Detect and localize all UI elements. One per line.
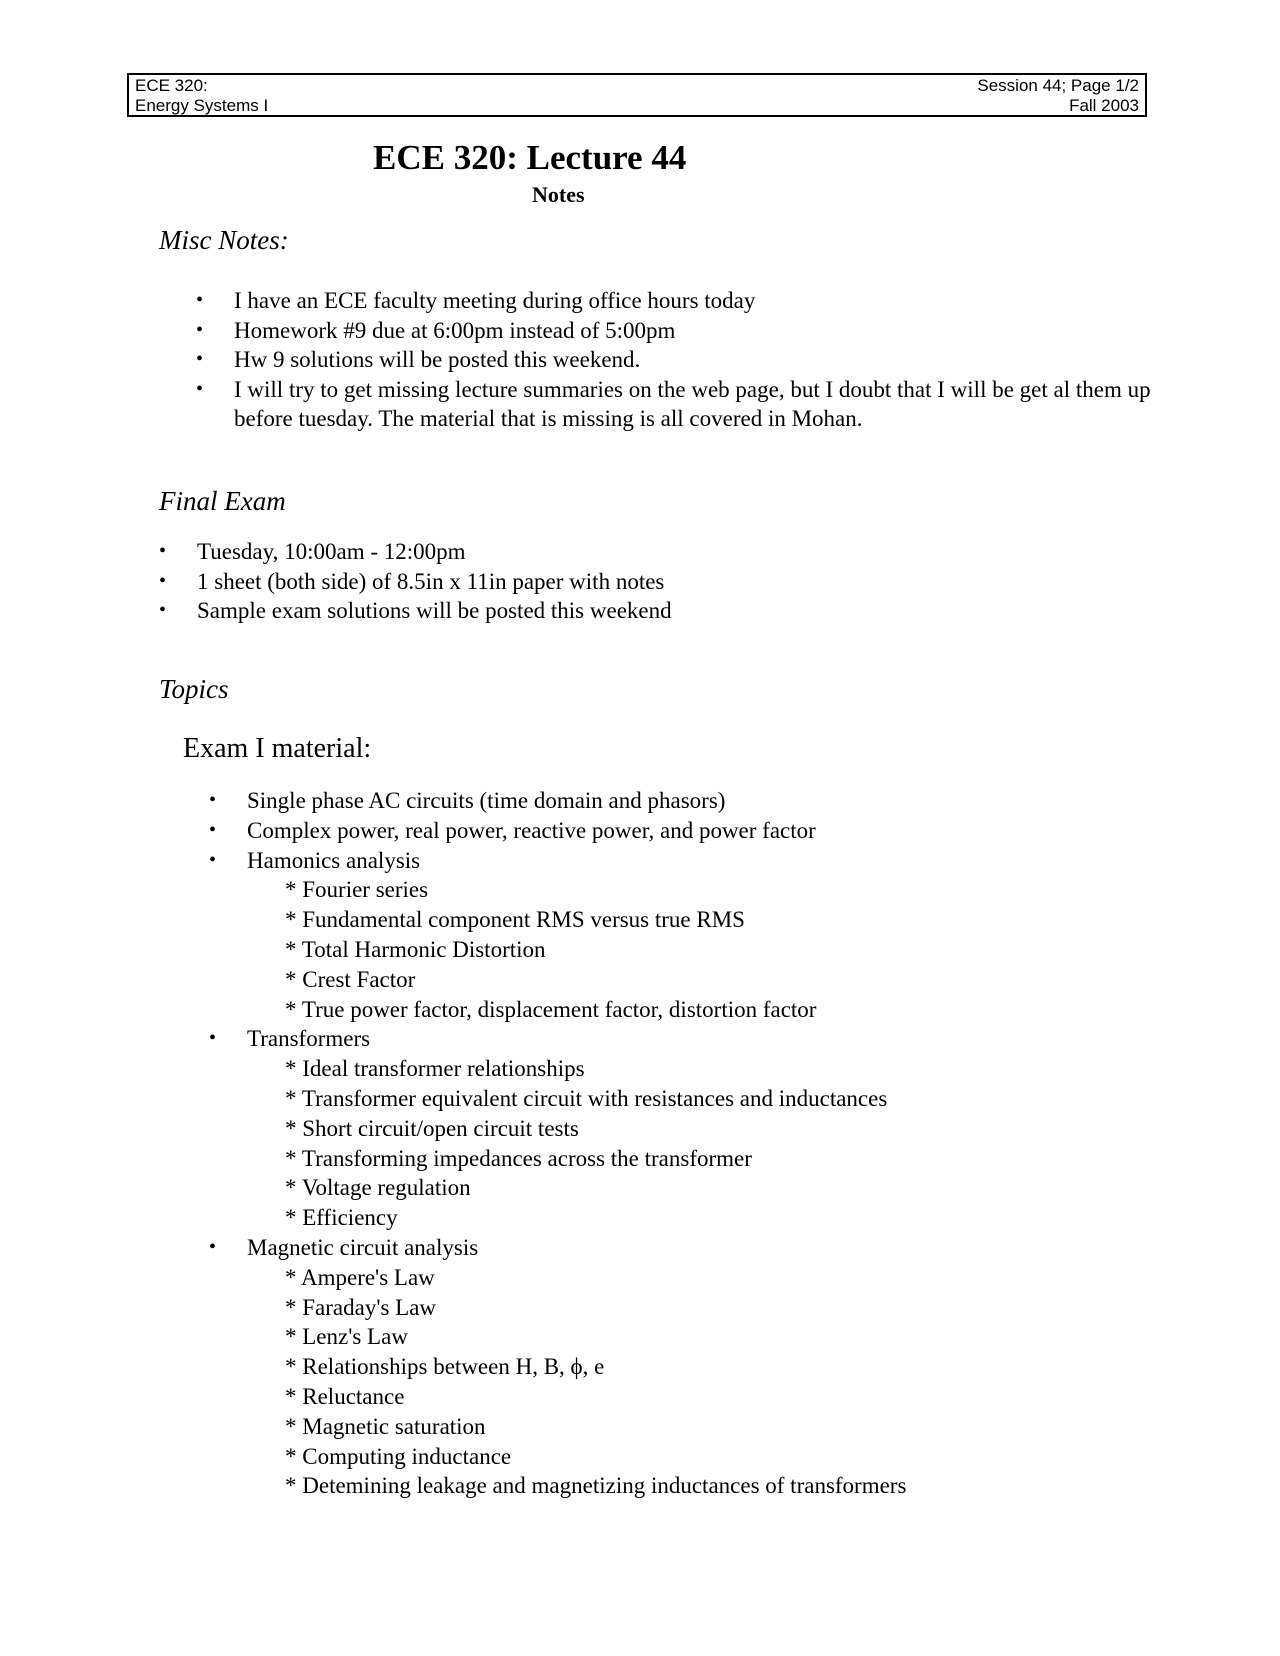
subtopic-item: * Efficiency [285, 1205, 398, 1231]
subtopic-list [247, 1054, 906, 1233]
topic-item [209, 1024, 906, 1233]
topic-item [209, 846, 906, 1025]
topic-item [209, 1233, 907, 1501]
bullet-icon: • [159, 599, 167, 622]
page-header [127, 73, 1147, 117]
subtopic-item: * Total Harmonic Distortion [285, 936, 546, 962]
subtopic-item: * Reluctance [285, 1383, 405, 1409]
topics-heading: Topics [159, 674, 229, 704]
bullet-icon: • [209, 789, 217, 811]
subtopic-item: * Ideal transformer relationships [285, 1056, 585, 1082]
exam-material-subheading: Exam I material: [183, 733, 372, 764]
list-item-text: I will try to get missing lecture summaries on the web page, but I doubt that I will be get al them up before tuesday. The material that is missing is all covered in Mohan. [234, 376, 1151, 432]
subtopic-item: * Crest Factor [285, 966, 416, 992]
topic-item [209, 786, 906, 816]
topic-item [209, 816, 906, 846]
bullet-icon: • [196, 318, 204, 341]
list-item-text: Tuesday, 10:00am - 12:00pm [197, 539, 466, 564]
subtopic-item: * Relationships between H, B, ϕ, e [285, 1354, 605, 1380]
subtopic-item: * Computing inductance [285, 1443, 512, 1469]
course-code: ECE 320: [135, 76, 208, 95]
topic-label: Complex power, real power, reactive power, and power factor [247, 817, 816, 843]
subtopic-item: * Fundamental component RMS versus true RMS [285, 907, 745, 933]
list-item-text: Hw 9 solutions will be posted this weekend. [234, 347, 641, 373]
list-item-text: I have an ECE faculty meeting during office hours today [234, 288, 756, 313]
subtopic-item: * Transforming impedances across the transformer [285, 1145, 752, 1171]
course-name: Energy Systems I [135, 96, 269, 115]
bullet-icon: • [196, 377, 204, 400]
bullet-icon: • [209, 1235, 217, 1258]
bullet-icon: • [209, 1027, 217, 1050]
bullet-icon: • [196, 348, 204, 371]
subtopic-item: * Voltage regulation [285, 1175, 471, 1201]
subtopic-item: * Ampere's Law [285, 1264, 435, 1290]
bullet-icon: • [159, 540, 167, 562]
subtopic-item: * Magnetic saturation [285, 1413, 486, 1439]
bullet-icon: • [196, 289, 204, 311]
list-item [159, 567, 1097, 597]
list-item [196, 286, 1154, 316]
list-item [196, 316, 1154, 346]
bullet-icon: • [159, 569, 167, 592]
list-item [159, 537, 1097, 567]
subtopic-item: * Short circuit/open circuit tests [285, 1115, 579, 1141]
session-page: Session 44; Page 1/2 [977, 76, 1139, 95]
topic-label: Transformers [247, 1026, 371, 1052]
subtopic-list [247, 875, 906, 1024]
subtopic-item: * True power factor, displacement factor, distortion factor [285, 996, 817, 1022]
list-item [196, 345, 1154, 375]
subtopic-item: * Lenz's Law [285, 1324, 408, 1350]
misc-notes-list [196, 286, 1154, 434]
subtopic-item: * Fourier series [285, 877, 429, 903]
list-item-text: Homework #9 due at 6:00pm instead of 5:00pm [234, 317, 676, 343]
list-item [159, 596, 1097, 626]
misc-notes-heading: Misc Notes: [159, 225, 289, 255]
subtopic-item: * Faraday's Law [285, 1294, 437, 1320]
header-right [977, 76, 1139, 116]
page-subtitle: Notes [532, 182, 585, 207]
page-title: ECE 320: Lecture 44 [373, 138, 687, 177]
subtopic-list [247, 1263, 906, 1501]
subtopic-item: * Detemining leakage and magnetizing inductances of transformers [285, 1473, 907, 1499]
topic-label: Hamonics analysis [247, 847, 421, 873]
bullet-icon: • [209, 848, 217, 871]
list-item [196, 375, 1154, 434]
topics-list [209, 786, 907, 1501]
semester: Fall 2003 [1069, 96, 1139, 115]
subtopic-item: * Transformer equivalent circuit with resistances and inductances [285, 1085, 888, 1111]
bullet-icon: • [209, 818, 217, 841]
topic-label: Single phase AC circuits (time domain and phasors) [247, 788, 726, 813]
list-item-text: Sample exam solutions will be posted this weekend [197, 598, 672, 624]
final-exam-heading: Final Exam [159, 486, 286, 516]
list-item-text: 1 sheet (both side) of 8.5in x 11in paper with notes [197, 568, 665, 594]
topic-label: Magnetic circuit analysis [247, 1234, 479, 1260]
header-left [135, 76, 268, 116]
final-exam-list [159, 537, 1097, 626]
